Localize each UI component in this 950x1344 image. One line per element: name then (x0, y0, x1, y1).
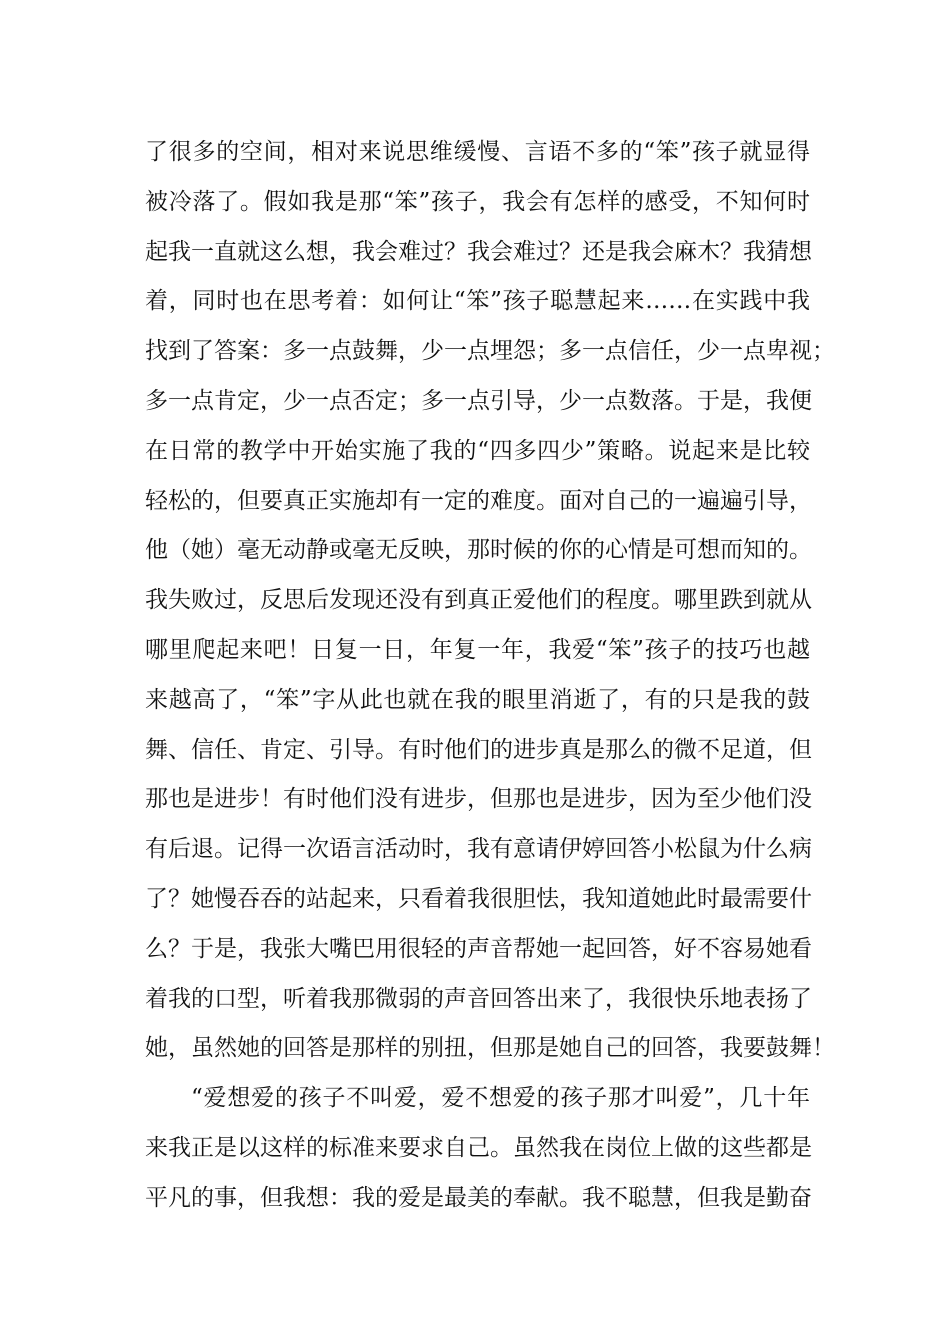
text-line: 在日常的教学中开始实施了我的“四多四少”策略。说起来是比较 (145, 437, 810, 464)
text-line: 哪里爬起来吧！日复一日，年复一年，我爱“笨”孩子的技巧也越 (145, 636, 810, 663)
body-text (145, 128, 835, 1224)
text-line: 有后退。记得一次语言活动时，我有意请伊婷回答小松鼠为什么病 (145, 836, 812, 863)
text-line: 那也是进步！有时他们没有进步，但那也是进步，因为至少他们没 (145, 786, 812, 813)
text-line: 平凡的事，但我想：我的爱是最美的奉献。我不聪慧，但我是勤奋 (145, 1184, 812, 1211)
text-line: 舞、信任、肯定、引导。有时他们的进步真是那么的微不足道，但 (145, 736, 812, 763)
text-line: 么？于是，我张大嘴巴用很轻的声音帮她一起回答，好不容易她看 (145, 935, 812, 962)
paragraph-end-line: 她，虽然她的回答是那样的别扭，但那是她自己的回答，我要鼓舞！ (145, 1035, 835, 1062)
text-line: 被冷落了。假如我是那“笨”孩子，我会有怎样的感受，不知何时 (145, 188, 810, 215)
text-line: 多一点肯定，少一点否定；多一点引导，少一点数落。于是，我便 (145, 387, 812, 414)
text-line: 他（她）毫无动静或毫无反映，那时候的你的心情是可想而知的。 (145, 537, 812, 564)
text-line: 了？她慢吞吞的站起来，只看着我很胆怯，我知道她此时最需要什 (145, 885, 812, 912)
text-line: 找到了答案：多一点鼓舞，少一点埋怨；多一点信任，少一点卑视； (145, 338, 835, 365)
paragraph-first-line: “爱想爱的孩子不叫爱，爱不想爱的孩子那才叫爱”，几十年 (191, 1085, 810, 1112)
text-line: 着我的口型，听着我那微弱的声音回答出来了，我很快乐地表扬了 (145, 985, 812, 1012)
text-line: 起我一直就这么想，我会难过？我会难过？还是我会麻木？我猜想 (145, 238, 812, 265)
text-line: 来我正是以这样的标准来要求自己。虽然我在岗位上做的这些都是 (145, 1134, 812, 1161)
text-line: 了很多的空间，相对来说思维缓慢、言语不多的“笨”孩子就显得 (145, 139, 810, 165)
text-line: 轻松的，但要真正实施却有一定的难度。面对自己的一遍遍引导， (145, 487, 812, 514)
text-line: 来越高了，“笨”字从此也就在我的眼里消逝了，有的只是我的鼓 (145, 686, 810, 713)
text-line: 我失败过，反思后发现还没有到真正爱他们的程度。哪里跌到就从 (145, 587, 812, 614)
text-line: 着，同时也在思考着：如何让“笨”孩子聪慧起来……在实践中我 (145, 288, 810, 315)
